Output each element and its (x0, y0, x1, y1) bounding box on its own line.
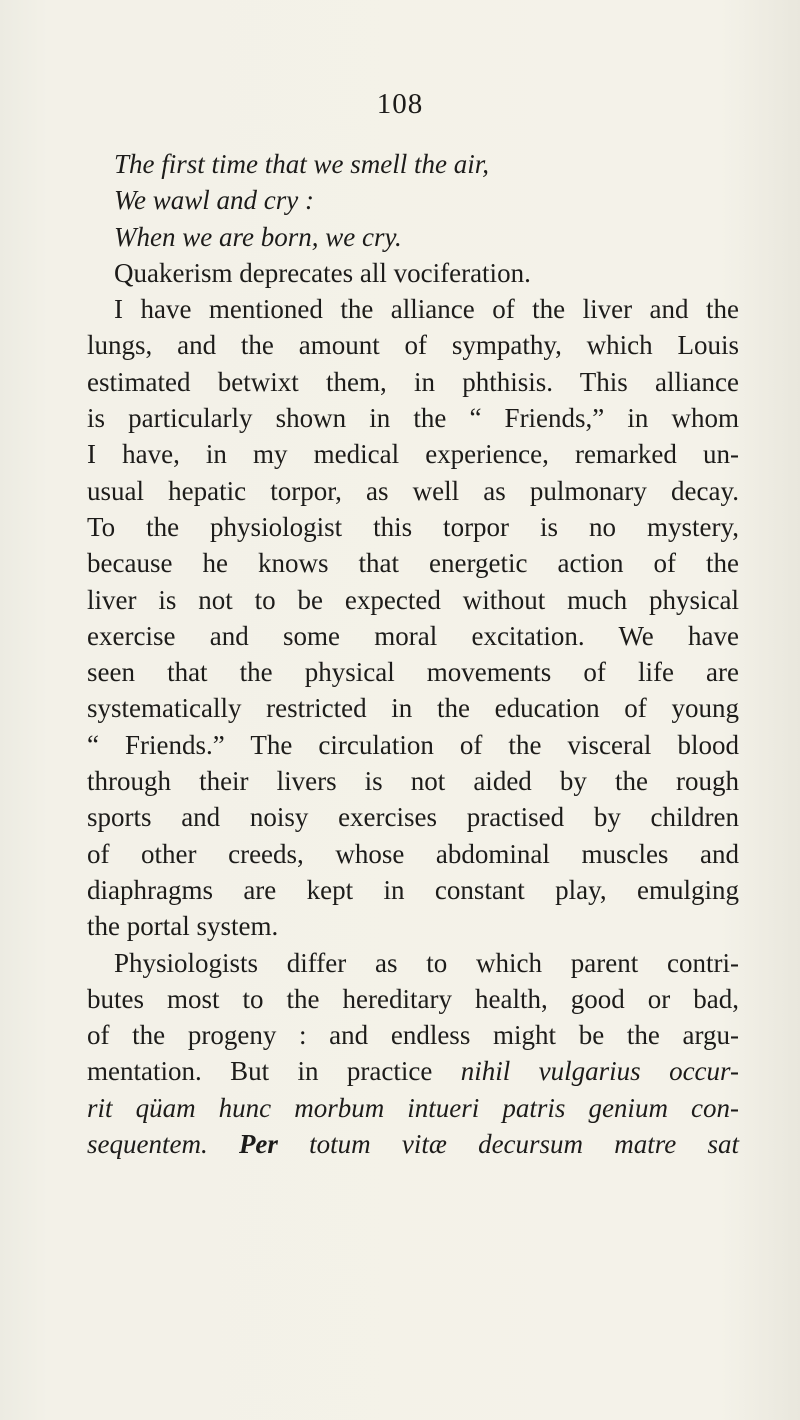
paragraph-line: butes most to the hereditary health, good or bad, (87, 983, 739, 1014)
latin-italic-run: nihil vulgarius occur- (460, 1056, 739, 1087)
paragraph-line: To the physiologist this torpor is no mystery, (87, 511, 739, 542)
paragraph-line: lungs, and the amount of sympathy, which Louis (87, 330, 739, 361)
verse-line: When we are born, we cry. (114, 221, 402, 252)
paragraph-line: sports and noisy exercises practised by children (87, 802, 739, 833)
paragraph-line-mixed (87, 1053, 739, 1089)
paragraph-line: of other creeds, whose abdominal muscles and (87, 838, 739, 869)
paragraph-line: I have mentioned the alliance of the liver and the (114, 294, 739, 325)
paragraph-line: is particularly shown in the “ Friends,” in whom (87, 403, 739, 434)
paragraph-line: liver is not to be expected without much physical (87, 584, 739, 615)
roman-run: mentation. But in practice (87, 1056, 461, 1087)
latin-italic-bold-run: Per (238, 1129, 278, 1160)
paragraph-line-italic (87, 1090, 739, 1126)
paragraph-line: seen that the physical movements of life are (87, 657, 739, 688)
paragraph-line: because he knows that energetic action of the (87, 548, 739, 579)
paragraph-line: estimated betwixt them, in phthisis. This alliance (87, 366, 739, 397)
latin-italic-run: totum vitæ decursum matre sat (277, 1129, 739, 1160)
latin-italic-run: rit qüam hunc morbum intueri patris genium con- (87, 1092, 739, 1123)
paragraph-line: “ Friends.” The circulation of the visceral blood (87, 729, 739, 760)
verse-line: We wawl and cry : (114, 185, 314, 216)
paragraph-line: exercise and some moral excitation. We have (87, 620, 739, 651)
paragraph-line: usual hepatic torpor, as well as pulmonary decay. (87, 475, 739, 506)
paragraph-line: Quakerism deprecates all vociferation. (114, 257, 531, 288)
latin-italic-run: sequentem. (87, 1129, 239, 1160)
paragraph-line: I have, in my medical experience, remarked un- (87, 439, 739, 470)
paragraph-line: Physiologists differ as to which parent contri- (114, 947, 739, 978)
paragraph-line: the portal system. (87, 911, 279, 942)
paragraph-line: systematically restricted in the education of young (87, 693, 739, 724)
paragraph-line-mixed (87, 1126, 739, 1162)
paragraph-line: of the progeny : and endless might be the argu- (87, 1020, 739, 1051)
page-number: 108 (376, 88, 424, 120)
paragraph-line: through their livers is not aided by the rough (87, 766, 739, 797)
verse-line: The first time that we smell the air, (114, 149, 489, 179)
body-text (87, 146, 739, 1162)
paragraph-line: diaphragms are kept in constant play, emulging (87, 874, 739, 905)
